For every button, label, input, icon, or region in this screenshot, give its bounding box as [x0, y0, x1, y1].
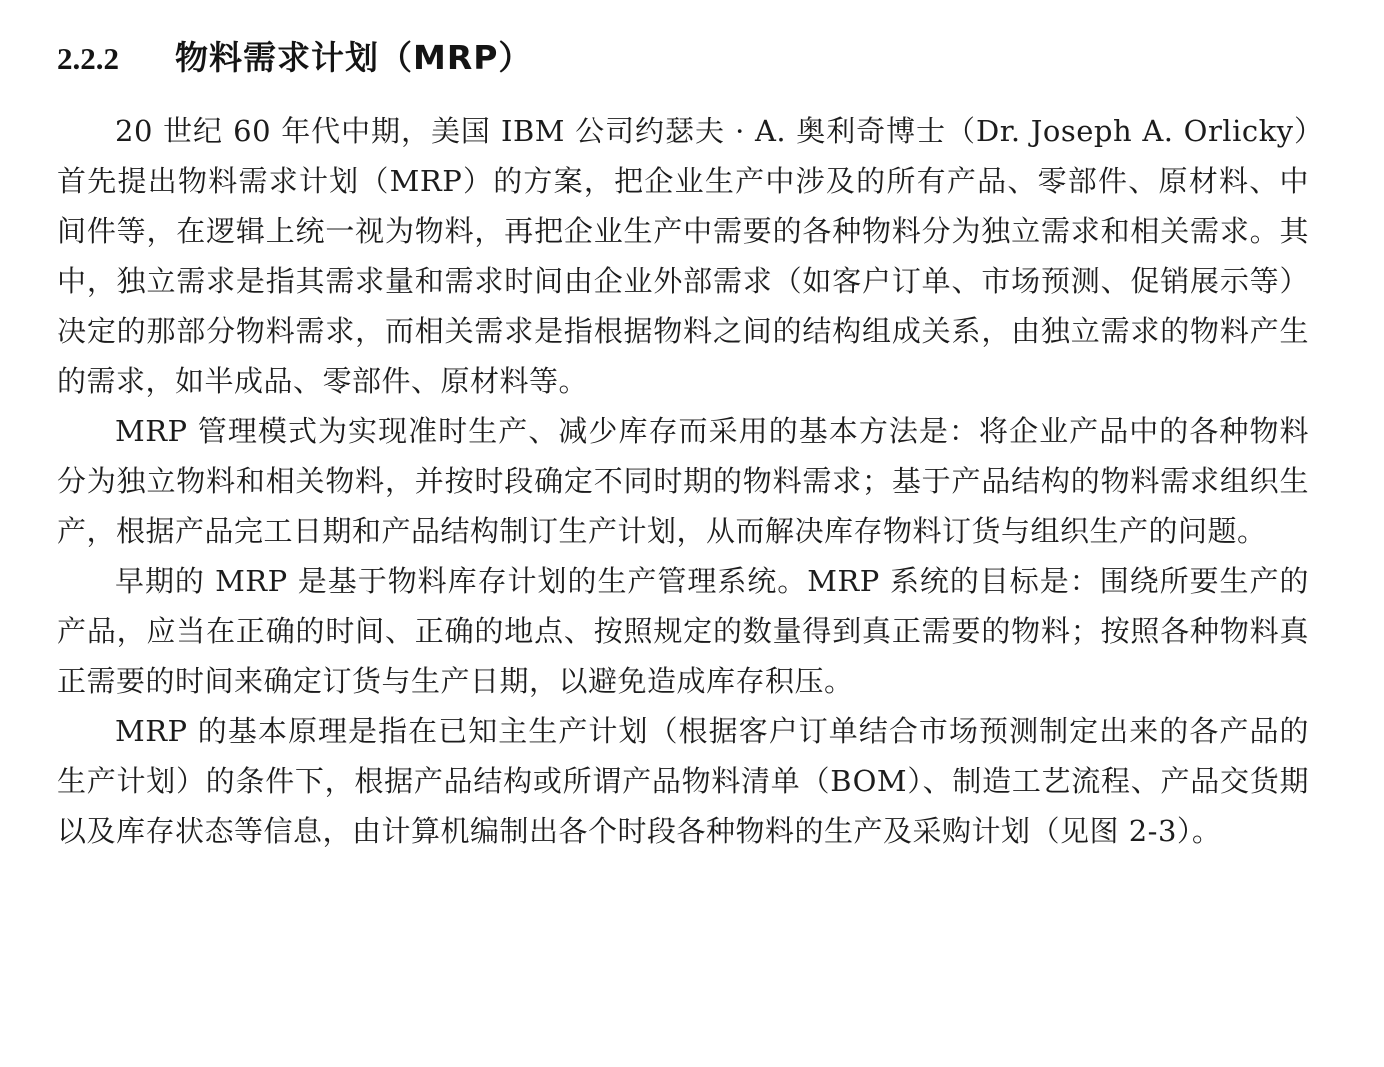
section-number: 2.2.2	[57, 41, 119, 76]
paragraph-mrp-principle: MRP 的基本原理是指在已知主生产计划（根据客户订单结合市场预测制定出来的各产品的生产计划）的条件下，根据产品结构或所谓产品物料清单（BOM）、制造工艺流程、产品交货期以及库存状态等信息，由计算机编制出各个时段各种物料的生产及采购计划（见图 2-3）。	[57, 714, 1309, 848]
section-heading	[57, 30, 1309, 86]
document-page	[57, 30, 1309, 856]
section-title: 物料需求计划（MRP）	[175, 38, 533, 77]
paragraph-mrp-origin: 20 世纪 60 年代中期，美国 IBM 公司约瑟夫 · A. 奥利奇博士（Dr. Joseph A. Orlicky）首先提出物料需求计划（MRP）的方案，把企业生产中涉及的所有产品、零部件、原材料、中间件等，在逻辑上统一视为物料，再把企业生产中需要的各种物料分为独立需求和相关需求。其中，独立需求是指其需求量和需求时间由企业外部需求（如客户订单、市场预测、促销展示等）决定的那部分物料需求，而相关需求是指根据物料之间的结构组成关系，由独立需求的物料产生的需求，如半成品、零部件、原材料等。	[57, 114, 1309, 398]
paragraph-mrp-method: MRP 管理模式为实现准时生产、减少库存而采用的基本方法是：将企业产品中的各种物料分为独立物料和相关物料，并按时段确定不同时期的物料需求；基于产品结构的物料需求组织生产，根据产品完工日期和产品结构制订生产计划，从而解决库存物料订货与组织生产的问题。	[57, 414, 1309, 548]
paragraph-mrp-goal: 早期的 MRP 是基于物料库存计划的生产管理系统。MRP 系统的目标是：围绕所要生产的产品，应当在正确的时间、正确的地点、按照规定的数量得到真正需要的物料；按照各种物料真正需要的时间来确定订货与生产日期，以避免造成库存积压。	[57, 564, 1309, 698]
